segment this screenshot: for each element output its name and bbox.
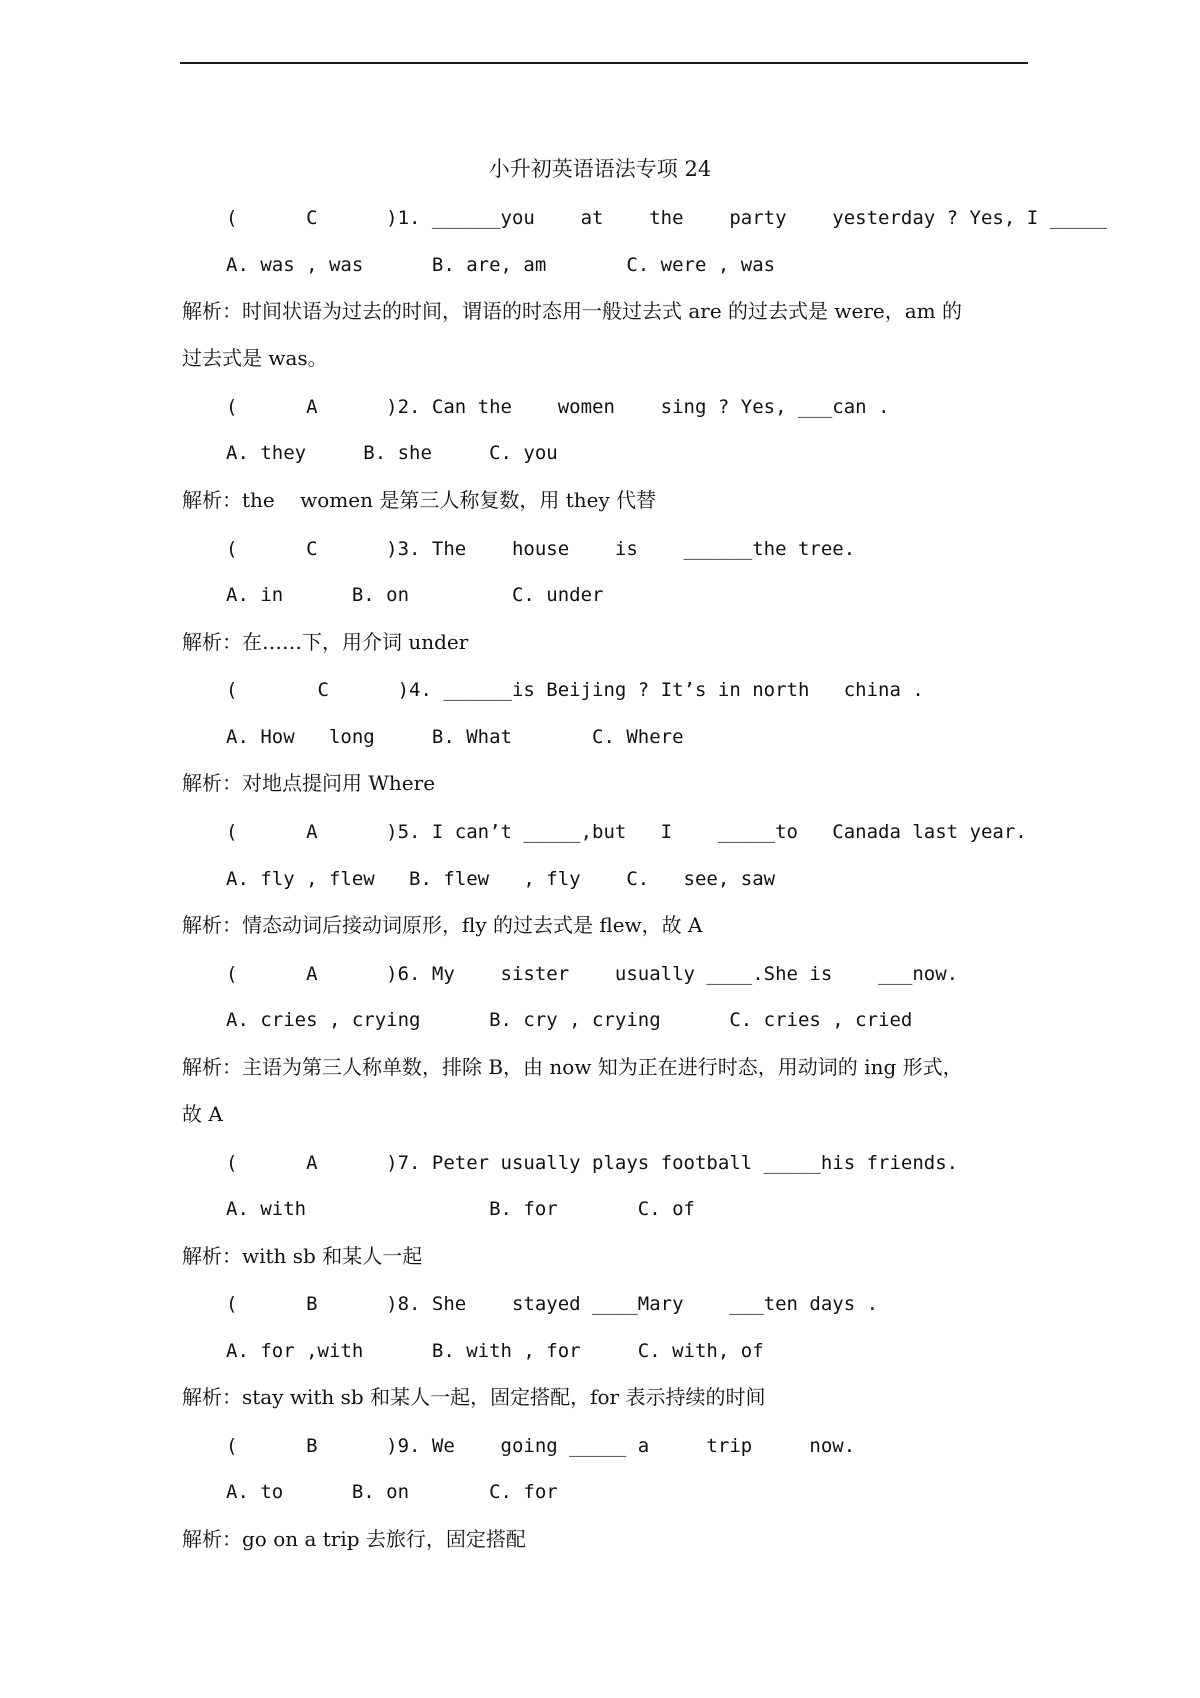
explanation-5-line-1: 解析：情态动词后接动词原形，fly 的过去式是 flew，故 A [182, 913, 703, 937]
question-1: ( C )1. ______you at the party yesterday ? Yes, I _____ [226, 207, 1107, 229]
question-3: ( C )3. The house is ______the tree. [226, 538, 856, 560]
options-3: A. in B. on C. under [226, 584, 604, 606]
question-8: ( B )8. She stayed ____Mary ___ten days . [226, 1293, 879, 1315]
explanation-2-line-1: 解析：the women 是第三人称复数，用 they 代替 [182, 488, 657, 512]
question-6: ( A )6. My sister usually ____.She is ___now. [226, 963, 959, 985]
explanation-8-line-1: 解析：stay with sb 和某人一起，固定搭配，for 表示持续的时间 [182, 1385, 766, 1409]
question-2: ( A )2. Can the women sing ? Yes, ___can . [226, 396, 890, 418]
question-4: ( C )4. ______is Beijing ? It’s in north china . [226, 679, 924, 701]
explanation-9-line-1: 解析：go on a trip 去旅行，固定搭配 [182, 1527, 526, 1551]
explanation-6-line-1: 解析：主语为第三人称单数，排除 B，由 now 知为正在进行时态，用动词的 ing 形式， [182, 1055, 963, 1079]
options-8: A. for ,with B. with , for C. with, of [226, 1340, 764, 1362]
options-7: A. with B. for C. of [226, 1198, 695, 1220]
question-7: ( A )7. Peter usually plays football _____his friends. [226, 1152, 959, 1174]
explanation-3-line-1: 解析：在……下，用介词 under [182, 630, 469, 654]
explanation-6-line-2: 故 A [182, 1102, 223, 1126]
document-title: 小升初英语语法专项 24 [488, 157, 712, 181]
options-1: A. was , was B. are, am C. were , was [226, 254, 776, 276]
options-6: A. cries , crying B. cry , crying C. cries , cried [226, 1009, 913, 1031]
options-9: A. to B. on C. for [226, 1481, 558, 1503]
options-4: A. How long B. What C. Where [226, 726, 684, 748]
options-5: A. fly , flew B. flew , fly C. see, saw [226, 868, 776, 890]
question-9: ( B )9. We going _____ a trip now. [226, 1435, 856, 1457]
question-5: ( A )5. I can’t _____,but I _____to Canada last year. [226, 821, 1027, 843]
explanation-1-line-2: 过去式是 was。 [182, 346, 328, 370]
explanation-7-line-1: 解析：with sb 和某人一起 [182, 1244, 423, 1268]
options-2: A. they B. she C. you [226, 442, 558, 464]
header-rule [180, 62, 1028, 64]
explanation-1-line-1: 解析：时间状语为过去的时间，谓语的时态用一般过去式 are 的过去式是 were，am 的 [182, 299, 962, 323]
explanation-4-line-1: 解析：对地点提问用 Where [182, 771, 436, 795]
